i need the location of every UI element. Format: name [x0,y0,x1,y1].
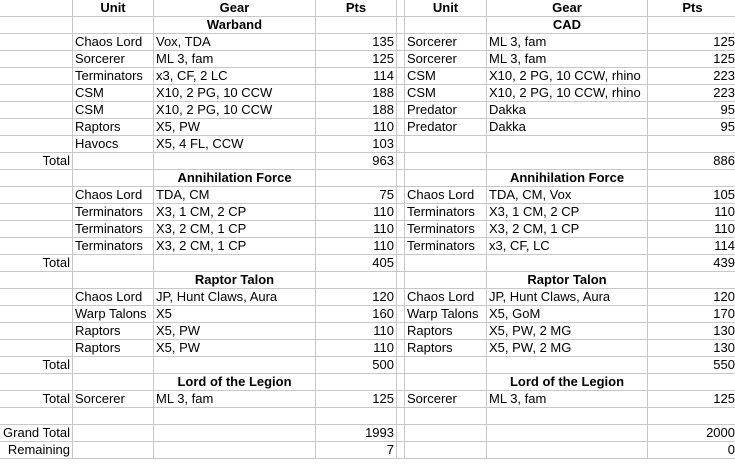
unit-cell[interactable]: Terminators [405,238,487,255]
cell-empty[interactable] [73,170,154,187]
cell-label[interactable] [0,272,73,289]
section-title-row [0,17,735,34]
cell-label[interactable] [0,204,73,221]
gear-cell[interactable]: ML 3, fam [487,391,648,408]
header-pts[interactable]: Pts [648,0,735,17]
unit-row [0,51,735,68]
cell-empty[interactable] [487,442,648,459]
pts-cell[interactable]: 110 [316,340,397,357]
pts-cell[interactable]: 125 [648,51,735,68]
unit-row [0,238,735,255]
gear-cell[interactable]: X3, 1 CM, 2 CP [487,204,648,221]
header-gear[interactable]: Gear [487,0,648,17]
cell-empty[interactable] [648,408,735,425]
gear-cell[interactable]: Vox, TDA [154,34,316,51]
unit-cell[interactable]: Chaos Lord [405,289,487,306]
section-title[interactable]: CAD [487,17,648,34]
blank-row [0,408,735,425]
unit-cell[interactable]: Terminators [405,204,487,221]
total-label[interactable]: Total [0,357,73,374]
remaining-value[interactable]: 7 [316,442,397,459]
unit-row [0,340,735,357]
section-title[interactable]: Lord of the Legion [487,374,648,391]
pts-cell[interactable]: 130 [648,323,735,340]
cell-empty[interactable] [487,357,648,374]
section-title[interactable]: Annihilation Force [487,170,648,187]
section-title[interactable]: Lord of the Legion [154,374,316,391]
cell-label[interactable]: Total [0,391,73,408]
unit-cell[interactable]: Chaos Lord [405,187,487,204]
cell-label[interactable] [0,0,73,17]
cell-label[interactable] [0,136,73,153]
pts-cell[interactable]: 110 [316,204,397,221]
unit-cell[interactable]: Terminators [73,221,154,238]
cell-gap[interactable] [397,323,405,340]
cell-label[interactable] [0,289,73,306]
header-pts[interactable]: Pts [316,0,397,17]
cell-empty[interactable] [154,442,316,459]
unit-cell[interactable]: CSM [73,85,154,102]
header-unit[interactable]: Unit [73,0,154,17]
gear-cell[interactable]: X5, PW [154,340,316,357]
unit-cell[interactable]: Chaos Lord [73,34,154,51]
section-title[interactable]: Raptor Talon [154,272,316,289]
cell-empty[interactable] [487,425,648,442]
gear-cell[interactable]: ML 3, fam [487,51,648,68]
cell-gap[interactable] [397,187,405,204]
cell-empty[interactable] [405,374,487,391]
cell-gap[interactable] [397,306,405,323]
cell-gap[interactable] [397,119,405,136]
cell-gap[interactable] [397,340,405,357]
pts-cell[interactable]: 114 [648,238,735,255]
cell-empty[interactable] [73,374,154,391]
header-row [0,0,735,17]
gear-cell[interactable]: TDA, CM [154,187,316,204]
unit-cell[interactable]: Sorcerer [73,51,154,68]
cell-empty[interactable] [73,442,154,459]
gear-cell[interactable]: X3, 1 CM, 2 CP [154,204,316,221]
cell-empty[interactable] [648,17,735,34]
gear-cell[interactable]: ML 3, fam [487,34,648,51]
cell-gap[interactable] [397,170,405,187]
unit-row [0,136,735,153]
cell-empty[interactable] [316,17,397,34]
unit-row [0,323,735,340]
unit-cell[interactable]: Warp Talons [405,306,487,323]
section-title[interactable]: Warband [154,17,316,34]
unit-cell[interactable]: CSM [73,102,154,119]
cell-gap[interactable] [397,255,405,272]
gear-cell[interactable]: X10, 2 PG, 10 CCW, rhino [487,68,648,85]
cell-gap[interactable] [397,136,405,153]
gear-cell[interactable]: x3, CF, 2 LC [154,68,316,85]
pts-cell[interactable]: 223 [648,68,735,85]
pts-cell[interactable]: 125 [316,391,397,408]
cell-empty[interactable] [154,153,316,170]
cell-gap[interactable] [397,85,405,102]
total-row [0,357,735,374]
unit-cell[interactable]: Raptors [405,323,487,340]
gear-cell[interactable]: X3, 2 CM, 1 CP [154,238,316,255]
cell-empty[interactable] [73,272,154,289]
cell-gap[interactable] [397,68,405,85]
cell-empty[interactable] [648,272,735,289]
cell-empty[interactable] [154,425,316,442]
total-row [0,153,735,170]
pts-cell[interactable]: 95 [648,102,735,119]
cell-empty[interactable] [405,153,487,170]
pts-cell[interactable]: 75 [316,187,397,204]
grand-total-value[interactable]: 2000 [648,425,735,442]
unit-cell[interactable]: Terminators [405,221,487,238]
cell-label[interactable] [0,238,73,255]
cell-gap[interactable] [397,442,405,459]
gear-cell[interactable]: X10, 2 PG, 10 CCW [154,102,316,119]
cell-empty[interactable] [316,272,397,289]
cell-empty[interactable] [154,357,316,374]
unit-cell[interactable]: Chaos Lord [73,289,154,306]
cell-label[interactable] [0,340,73,357]
cell-label[interactable] [0,170,73,187]
cell-empty[interactable] [405,442,487,459]
gear-cell[interactable]: ML 3, fam [154,51,316,68]
header-gear[interactable]: Gear [154,0,316,17]
cell-empty[interactable] [405,170,487,187]
cell-gap[interactable] [397,374,405,391]
cell-gap[interactable] [397,0,405,17]
cell-gap[interactable] [397,221,405,238]
unit-row [0,221,735,238]
pts-cell[interactable]: 125 [648,391,735,408]
cell-gap[interactable] [397,272,405,289]
gear-cell[interactable]: X5, PW [154,323,316,340]
unit-cell[interactable]: Predator [405,119,487,136]
pts-cell[interactable]: 110 [648,204,735,221]
cell-gap[interactable] [397,238,405,255]
cell-label[interactable] [0,374,73,391]
cell-empty[interactable] [154,255,316,272]
total-value[interactable]: 886 [648,153,735,170]
pts-cell[interactable]: 105 [648,187,735,204]
cell-empty[interactable] [316,408,397,425]
total-value[interactable]: 405 [316,255,397,272]
pts-cell[interactable]: 223 [648,85,735,102]
cell-gap[interactable] [397,204,405,221]
gear-cell[interactable]: JP, Hunt Claws, Aura [154,289,316,306]
unit-cell[interactable]: Sorcerer [405,391,487,408]
cell-empty[interactable] [154,408,316,425]
cell-empty[interactable] [73,357,154,374]
unit-cell[interactable]: Warp Talons [73,306,154,323]
remaining-label[interactable]: Remaining [0,442,73,459]
cell-gap[interactable] [397,289,405,306]
header-unit[interactable]: Unit [405,0,487,17]
pts-cell[interactable]: 120 [316,289,397,306]
cell-empty[interactable] [316,170,397,187]
pts-cell[interactable] [648,136,735,153]
cell-empty[interactable] [73,153,154,170]
unit-row [0,119,735,136]
grand-total-row [0,425,735,442]
gear-cell[interactable]: TDA, CM, Vox [487,187,648,204]
total-value[interactable]: 439 [648,255,735,272]
unit-row [0,68,735,85]
cell-label[interactable] [0,119,73,136]
total-label[interactable]: Total [0,153,73,170]
cell-gap[interactable] [397,391,405,408]
cell-gap[interactable] [397,425,405,442]
unit-cell[interactable]: Sorcerer [405,34,487,51]
cell-gap[interactable] [397,34,405,51]
cell-empty[interactable] [405,255,487,272]
gear-cell[interactable]: X5 [154,306,316,323]
pts-cell[interactable]: 188 [316,85,397,102]
unit-row [0,102,735,119]
cell-empty[interactable] [487,153,648,170]
gear-cell[interactable]: Dakka [487,102,648,119]
pts-cell[interactable]: 110 [648,221,735,238]
section-title-row [0,374,735,391]
unit-cell[interactable]: CSM [405,85,487,102]
gear-cell[interactable]: ML 3, fam [154,391,316,408]
cell-empty[interactable] [405,17,487,34]
gear-cell[interactable] [487,136,648,153]
cell-empty[interactable] [487,408,648,425]
unit-cell[interactable]: Sorcerer [405,51,487,68]
total-value[interactable]: 963 [316,153,397,170]
cell-empty[interactable] [487,255,648,272]
cell-gap[interactable] [397,357,405,374]
pts-cell[interactable]: 135 [316,34,397,51]
cell-label[interactable] [0,187,73,204]
gear-cell[interactable]: X10, 2 PG, 10 CCW [154,85,316,102]
unit-row [0,306,735,323]
unit-cell[interactable]: Chaos Lord [73,187,154,204]
cell-empty[interactable] [397,408,405,425]
pts-cell[interactable]: 95 [648,119,735,136]
cell-label[interactable] [0,306,73,323]
gear-cell[interactable]: JP, Hunt Claws, Aura [487,289,648,306]
cell-empty[interactable] [405,357,487,374]
pts-cell[interactable]: 125 [316,51,397,68]
cell-label[interactable] [0,68,73,85]
unit-row [0,204,735,221]
section-title[interactable]: Raptor Talon [487,272,648,289]
gear-cell[interactable]: X3, 2 CM, 1 CP [487,221,648,238]
gear-cell[interactable]: X10, 2 PG, 10 CCW, rhino [487,85,648,102]
section-title-row [0,170,735,187]
grand-total-value[interactable]: 1993 [316,425,397,442]
cell-empty[interactable] [316,374,397,391]
pts-cell[interactable]: 160 [316,306,397,323]
cell-empty[interactable] [73,425,154,442]
gear-cell[interactable]: X5, PW, 2 MG [487,340,648,357]
pts-cell[interactable]: 114 [316,68,397,85]
unit-cell[interactable] [405,136,487,153]
cell-empty[interactable] [648,170,735,187]
cell-empty[interactable] [648,374,735,391]
gear-cell[interactable]: X5, PW [154,119,316,136]
pts-cell[interactable]: 103 [316,136,397,153]
gear-cell[interactable]: x3, CF, LC [487,238,648,255]
cell-label[interactable] [0,85,73,102]
cell-label[interactable] [0,17,73,34]
gear-cell[interactable]: Dakka [487,119,648,136]
grand-total-label[interactable]: Grand Total [0,425,73,442]
gear-cell[interactable]: X5, PW, 2 MG [487,323,648,340]
unit-cell[interactable]: CSM [405,68,487,85]
cell-label[interactable] [0,51,73,68]
cell-gap[interactable] [397,17,405,34]
unit-cell[interactable]: Raptors [73,340,154,357]
unit-cell[interactable]: Raptors [73,119,154,136]
unit-cell[interactable]: Raptors [405,340,487,357]
unit-cell[interactable]: Terminators [73,68,154,85]
total-row [0,255,735,272]
cell-label[interactable] [0,221,73,238]
unit-row [0,187,735,204]
unit-cell[interactable]: Predator [405,102,487,119]
pts-cell[interactable]: 188 [316,102,397,119]
pts-cell[interactable]: 110 [316,221,397,238]
total-label[interactable]: Total [0,255,73,272]
unit-row [0,391,735,408]
gear-cell[interactable]: X3, 2 CM, 1 CP [154,221,316,238]
unit-row [0,85,735,102]
total-value[interactable]: 500 [316,357,397,374]
unit-cell[interactable]: Havocs [73,136,154,153]
total-value[interactable]: 550 [648,357,735,374]
remaining-row [0,442,735,459]
cell-empty[interactable] [405,408,487,425]
unit-cell[interactable]: Terminators [73,204,154,221]
pts-cell[interactable]: 170 [648,306,735,323]
unit-cell[interactable]: Sorcerer [73,391,154,408]
cell-gap[interactable] [397,102,405,119]
pts-cell[interactable]: 110 [316,238,397,255]
cell-empty[interactable] [73,408,154,425]
pts-cell[interactable]: 120 [648,289,735,306]
cell-empty[interactable] [405,425,487,442]
cell-empty[interactable] [73,17,154,34]
cell-empty[interactable] [0,408,73,425]
cell-empty[interactable] [405,272,487,289]
remaining-value[interactable]: 0 [648,442,735,459]
cell-label[interactable] [0,102,73,119]
unit-row [0,34,735,51]
cell-empty[interactable] [73,255,154,272]
gear-cell[interactable]: X5, GoM [487,306,648,323]
cell-label[interactable] [0,323,73,340]
pts-cell[interactable]: 110 [316,323,397,340]
cell-gap[interactable] [397,51,405,68]
pts-cell[interactable]: 125 [648,34,735,51]
cell-label[interactable] [0,34,73,51]
pts-cell[interactable]: 130 [648,340,735,357]
unit-cell[interactable]: Terminators [73,238,154,255]
gear-cell[interactable]: X5, 4 FL, CCW [154,136,316,153]
pts-cell[interactable]: 110 [316,119,397,136]
cell-gap[interactable] [397,153,405,170]
unit-cell[interactable]: Raptors [73,323,154,340]
section-title-row [0,272,735,289]
unit-row [0,289,735,306]
section-title[interactable]: Annihilation Force [154,170,316,187]
